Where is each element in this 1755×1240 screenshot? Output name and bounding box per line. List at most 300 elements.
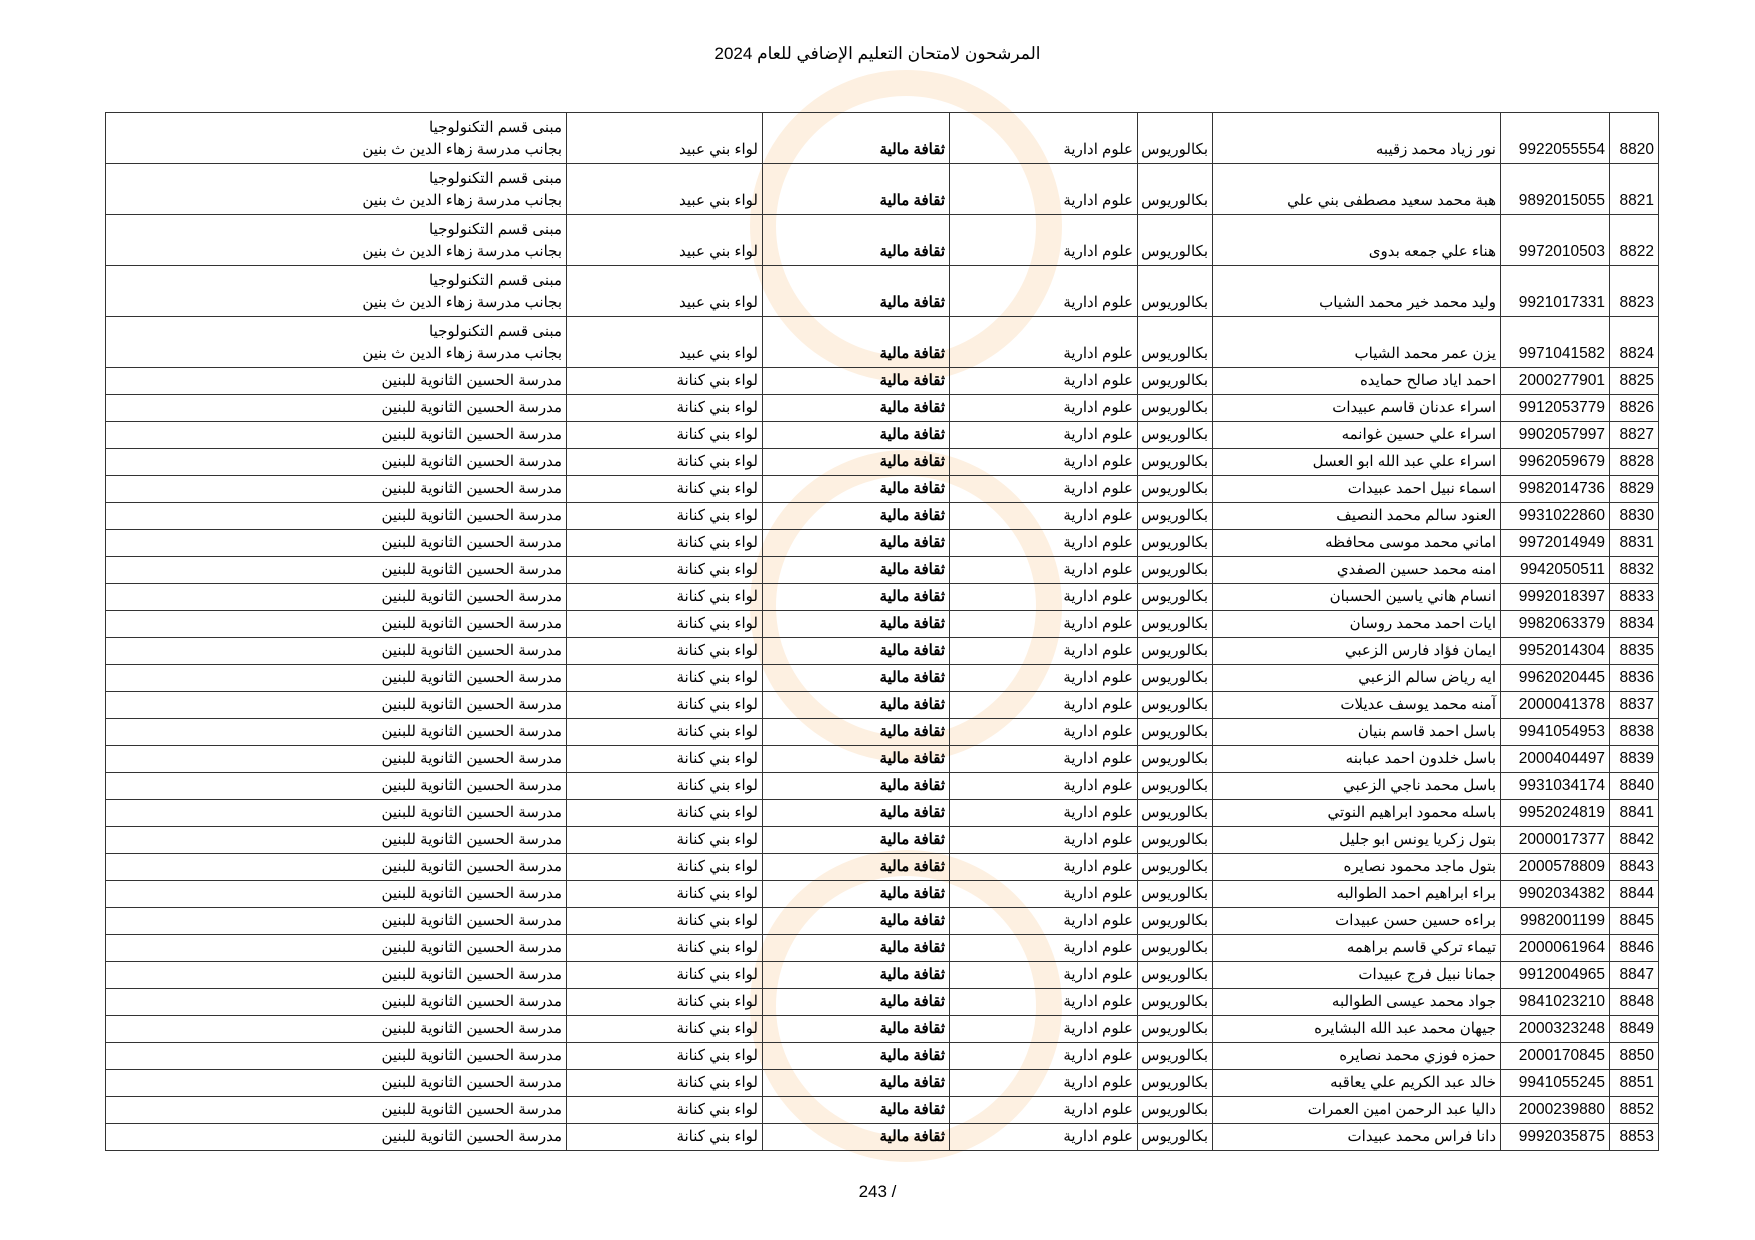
exam-subject-cell: ثقافة مالية — [763, 638, 950, 665]
candidate-name-cell: حمزه فوزي محمد نصايره — [1213, 1043, 1501, 1070]
exam-location-cell — [106, 908, 567, 935]
exam-location-cell — [106, 611, 567, 638]
exam-location-cell — [106, 164, 567, 215]
table-row — [106, 692, 1659, 719]
table-row — [106, 215, 1659, 266]
candidate-name-cell: وليد محمد خير محمد الشياب — [1213, 266, 1501, 317]
page-title: المرشحون لامتحان التعليم الإضافي للعام 2024 — [714, 44, 1041, 63]
national-id-cell: 2000323248 — [1501, 1016, 1610, 1043]
specialization-cell: علوم ادارية — [950, 422, 1138, 449]
exam-subject-cell: ثقافة مالية — [763, 989, 950, 1016]
specialization-cell: علوم ادارية — [950, 638, 1138, 665]
table-row — [106, 854, 1659, 881]
exam-location-line: مدرسة الحسين الثانوية للبنين — [381, 831, 562, 848]
national-id-cell: 9972014949 — [1501, 530, 1610, 557]
exam-location-line: مدرسة الحسين الثانوية للبنين — [381, 1101, 562, 1118]
exam-location-line: مبنى قسم التكنولوجيا — [429, 119, 562, 136]
degree-cell: بكالوريوس — [1138, 611, 1213, 638]
table-row — [106, 476, 1659, 503]
exam-subject-cell: ثقافة مالية — [763, 395, 950, 422]
exam-location-line: مدرسة الحسين الثانوية للبنين — [381, 669, 562, 686]
national-id-cell: 9982063379 — [1501, 611, 1610, 638]
exam-location-cell — [106, 1097, 567, 1124]
specialization-cell: علوم ادارية — [950, 503, 1138, 530]
degree-cell: بكالوريوس — [1138, 827, 1213, 854]
exam-location-line: مبنى قسم التكنولوجيا — [429, 272, 562, 289]
table-row — [106, 422, 1659, 449]
national-id-cell: 2000041378 — [1501, 692, 1610, 719]
row-number-cell: 8821 — [1610, 164, 1659, 215]
exam-location-line: مدرسة الحسين الثانوية للبنين — [381, 912, 562, 929]
exam-location-line: مدرسة الحسين الثانوية للبنين — [381, 777, 562, 794]
exam-location-cell — [106, 266, 567, 317]
table-row — [106, 719, 1659, 746]
exam-location-line: مدرسة الحسين الثانوية للبنين — [381, 534, 562, 551]
table-row — [106, 1124, 1659, 1151]
degree-cell: بكالوريوس — [1138, 449, 1213, 476]
table-row — [106, 266, 1659, 317]
specialization-cell: علوم ادارية — [950, 530, 1138, 557]
candidate-name-cell: ايه رياض سالم الزعبي — [1213, 665, 1501, 692]
specialization-cell: علوم ادارية — [950, 215, 1138, 266]
specialization-cell: علوم ادارية — [950, 1124, 1138, 1151]
exam-subject-cell: ثقافة مالية — [763, 773, 950, 800]
specialization-cell: علوم ادارية — [950, 773, 1138, 800]
exam-location-line: مدرسة الحسين الثانوية للبنين — [381, 399, 562, 416]
specialization-cell: علوم ادارية — [950, 395, 1138, 422]
exam-location-cell — [106, 962, 567, 989]
candidate-name-cell: باسله محمود ابراهيم النوتي — [1213, 800, 1501, 827]
degree-cell: بكالوريوس — [1138, 692, 1213, 719]
exam-subject-cell: ثقافة مالية — [763, 503, 950, 530]
degree-cell: بكالوريوس — [1138, 476, 1213, 503]
candidate-name-cell: براء ابراهيم احمد الطوالبه — [1213, 881, 1501, 908]
district-cell: لواء بني كنانة — [567, 395, 763, 422]
row-number-cell: 8850 — [1610, 1043, 1659, 1070]
degree-cell: بكالوريوس — [1138, 317, 1213, 368]
row-number-cell: 8844 — [1610, 881, 1659, 908]
exam-subject-cell: ثقافة مالية — [763, 557, 950, 584]
exam-location-line: مبنى قسم التكنولوجيا — [429, 323, 562, 340]
candidate-name-cell: باسل محمد ناجي الزعبي — [1213, 773, 1501, 800]
national-id-cell: 9841023210 — [1501, 989, 1610, 1016]
national-id-cell: 9971041582 — [1501, 317, 1610, 368]
exam-subject-cell: ثقافة مالية — [763, 827, 950, 854]
national-id-cell: 2000404497 — [1501, 746, 1610, 773]
exam-location-line: مدرسة الحسين الثانوية للبنين — [381, 480, 562, 497]
district-cell: لواء بني كنانة — [567, 935, 763, 962]
national-id-cell: 9972010503 — [1501, 215, 1610, 266]
exam-location-line: مدرسة الحسين الثانوية للبنين — [381, 993, 562, 1010]
exam-location-line: بجانب مدرسة زهاء الدين ث بنين — [362, 243, 562, 260]
table-row — [106, 665, 1659, 692]
row-number-cell: 8846 — [1610, 935, 1659, 962]
row-number-cell: 8833 — [1610, 584, 1659, 611]
district-cell: لواء بني كنانة — [567, 746, 763, 773]
table-row — [106, 611, 1659, 638]
exam-subject-cell: ثقافة مالية — [763, 692, 950, 719]
district-cell: لواء بني عبيد — [567, 266, 763, 317]
candidate-name-cell: آمنه محمد يوسف عديلات — [1213, 692, 1501, 719]
specialization-cell: علوم ادارية — [950, 1016, 1138, 1043]
national-id-cell: 9931034174 — [1501, 773, 1610, 800]
district-cell: لواء بني كنانة — [567, 422, 763, 449]
degree-cell: بكالوريوس — [1138, 113, 1213, 164]
row-number-cell: 8827 — [1610, 422, 1659, 449]
candidate-name-cell: جواد محمد عيسى الطوالبه — [1213, 989, 1501, 1016]
exam-subject-cell: ثقافة مالية — [763, 962, 950, 989]
exam-location-cell — [106, 215, 567, 266]
degree-cell: بكالوريوس — [1138, 989, 1213, 1016]
specialization-cell: علوم ادارية — [950, 476, 1138, 503]
specialization-cell: علوم ادارية — [950, 164, 1138, 215]
degree-cell: بكالوريوس — [1138, 908, 1213, 935]
degree-cell: بكالوريوس — [1138, 530, 1213, 557]
degree-cell: بكالوريوس — [1138, 266, 1213, 317]
degree-cell: بكالوريوس — [1138, 422, 1213, 449]
degree-cell: بكالوريوس — [1138, 164, 1213, 215]
national-id-cell: 2000017377 — [1501, 827, 1610, 854]
exam-subject-cell: ثقافة مالية — [763, 935, 950, 962]
exam-subject-cell: ثقافة مالية — [763, 113, 950, 164]
exam-location-line: مدرسة الحسين الثانوية للبنين — [381, 885, 562, 902]
exam-location-line: مدرسة الحسين الثانوية للبنين — [381, 966, 562, 983]
exam-location-cell — [106, 800, 567, 827]
degree-cell: بكالوريوس — [1138, 638, 1213, 665]
specialization-cell: علوم ادارية — [950, 935, 1138, 962]
candidate-name-cell: انسام هاني ياسين الحسبان — [1213, 584, 1501, 611]
page-number: 243 / — [858, 1182, 897, 1201]
row-number-cell: 8848 — [1610, 989, 1659, 1016]
table-row — [106, 113, 1659, 164]
exam-location-line: بجانب مدرسة زهاء الدين ث بنين — [362, 294, 562, 311]
row-number-cell: 8839 — [1610, 746, 1659, 773]
national-id-cell: 2000061964 — [1501, 935, 1610, 962]
national-id-cell: 2000578809 — [1501, 854, 1610, 881]
exam-location-line: مدرسة الحسين الثانوية للبنين — [381, 372, 562, 389]
specialization-cell: علوم ادارية — [950, 881, 1138, 908]
degree-cell: بكالوريوس — [1138, 557, 1213, 584]
exam-location-cell — [106, 584, 567, 611]
exam-subject-cell: ثقافة مالية — [763, 854, 950, 881]
district-cell: لواء بني كنانة — [567, 854, 763, 881]
table-row — [106, 395, 1659, 422]
candidate-name-cell: براءه حسين حسن عبيدات — [1213, 908, 1501, 935]
exam-location-cell — [106, 422, 567, 449]
candidate-name-cell: بتول زكريا يونس ابو جليل — [1213, 827, 1501, 854]
exam-location-cell — [106, 395, 567, 422]
exam-location-cell — [106, 665, 567, 692]
national-id-cell: 9902057997 — [1501, 422, 1610, 449]
candidate-name-cell: تيماء تركي قاسم براهمه — [1213, 935, 1501, 962]
district-cell: لواء بني كنانة — [567, 1124, 763, 1151]
table-row — [106, 503, 1659, 530]
exam-location-cell — [106, 881, 567, 908]
degree-cell: بكالوريوس — [1138, 215, 1213, 266]
exam-location-cell — [106, 746, 567, 773]
specialization-cell: علوم ادارية — [950, 584, 1138, 611]
specialization-cell: علوم ادارية — [950, 746, 1138, 773]
specialization-cell: علوم ادارية — [950, 665, 1138, 692]
exam-location-line: مدرسة الحسين الثانوية للبنين — [381, 804, 562, 821]
district-cell: لواء بني كنانة — [567, 908, 763, 935]
exam-location-line: مدرسة الحسين الثانوية للبنين — [381, 615, 562, 632]
table-row — [106, 827, 1659, 854]
candidate-name-cell: باسل احمد قاسم بنيان — [1213, 719, 1501, 746]
exam-location-cell — [106, 719, 567, 746]
row-number-cell: 8836 — [1610, 665, 1659, 692]
national-id-cell: 9931022860 — [1501, 503, 1610, 530]
district-cell: لواء بني كنانة — [567, 800, 763, 827]
district-cell: لواء بني عبيد — [567, 164, 763, 215]
row-number-cell: 8838 — [1610, 719, 1659, 746]
specialization-cell: علوم ادارية — [950, 692, 1138, 719]
table-row — [106, 989, 1659, 1016]
degree-cell: بكالوريوس — [1138, 368, 1213, 395]
national-id-cell: 9921017331 — [1501, 266, 1610, 317]
table-row — [106, 1043, 1659, 1070]
row-number-cell: 8832 — [1610, 557, 1659, 584]
table-row — [106, 530, 1659, 557]
national-id-cell: 9952024819 — [1501, 800, 1610, 827]
table-row — [106, 164, 1659, 215]
exam-location-line: مدرسة الحسين الثانوية للبنين — [381, 723, 562, 740]
exam-location-cell — [106, 1016, 567, 1043]
district-cell: لواء بني كنانة — [567, 611, 763, 638]
exam-location-cell — [106, 449, 567, 476]
row-number-cell: 8849 — [1610, 1016, 1659, 1043]
specialization-cell: علوم ادارية — [950, 449, 1138, 476]
candidate-name-cell: اماني محمد موسى محافظه — [1213, 530, 1501, 557]
district-cell: لواء بني كنانة — [567, 827, 763, 854]
specialization-cell: علوم ادارية — [950, 317, 1138, 368]
candidate-name-cell: يزن عمر محمد الشياب — [1213, 317, 1501, 368]
district-cell: لواء بني كنانة — [567, 1043, 763, 1070]
exam-location-line: مدرسة الحسين الثانوية للبنين — [381, 939, 562, 956]
national-id-cell: 9942050511 — [1501, 557, 1610, 584]
district-cell: لواء بني كنانة — [567, 584, 763, 611]
row-number-cell: 8826 — [1610, 395, 1659, 422]
row-number-cell: 8822 — [1610, 215, 1659, 266]
degree-cell: بكالوريوس — [1138, 1043, 1213, 1070]
row-number-cell: 8852 — [1610, 1097, 1659, 1124]
degree-cell: بكالوريوس — [1138, 1097, 1213, 1124]
degree-cell: بكالوريوس — [1138, 719, 1213, 746]
exam-location-line: مدرسة الحسين الثانوية للبنين — [381, 858, 562, 875]
exam-location-line: مبنى قسم التكنولوجيا — [429, 170, 562, 187]
degree-cell: بكالوريوس — [1138, 503, 1213, 530]
exam-subject-cell: ثقافة مالية — [763, 665, 950, 692]
specialization-cell: علوم ادارية — [950, 827, 1138, 854]
candidate-name-cell: هبة محمد سعيد مصطفى بني علي — [1213, 164, 1501, 215]
exam-location-cell — [106, 1070, 567, 1097]
exam-location-cell — [106, 638, 567, 665]
exam-location-line: مدرسة الحسين الثانوية للبنين — [381, 1128, 562, 1145]
national-id-cell: 9962020445 — [1501, 665, 1610, 692]
district-cell: لواء بني عبيد — [567, 215, 763, 266]
row-number-cell: 8842 — [1610, 827, 1659, 854]
exam-location-line: مدرسة الحسين الثانوية للبنين — [381, 426, 562, 443]
row-number-cell: 8847 — [1610, 962, 1659, 989]
exam-subject-cell: ثقافة مالية — [763, 215, 950, 266]
exam-location-line: مدرسة الحسين الثانوية للبنين — [381, 1020, 562, 1037]
table-row — [106, 638, 1659, 665]
row-number-cell: 8840 — [1610, 773, 1659, 800]
exam-location-cell — [106, 476, 567, 503]
exam-subject-cell: ثقافة مالية — [763, 800, 950, 827]
exam-subject-cell: ثقافة مالية — [763, 422, 950, 449]
candidate-name-cell: باسل خلدون احمد عبابنه — [1213, 746, 1501, 773]
national-id-cell: 9992035875 — [1501, 1124, 1610, 1151]
row-number-cell: 8823 — [1610, 266, 1659, 317]
district-cell: لواء بني كنانة — [567, 1016, 763, 1043]
candidate-name-cell: دانا فراس محمد عبيدات — [1213, 1124, 1501, 1151]
table-row — [106, 962, 1659, 989]
exam-location-cell — [106, 1124, 567, 1151]
exam-subject-cell: ثقافة مالية — [763, 164, 950, 215]
national-id-cell: 9892015055 — [1501, 164, 1610, 215]
district-cell: لواء بني كنانة — [567, 449, 763, 476]
table-row — [106, 1097, 1659, 1124]
table-row — [106, 557, 1659, 584]
table-row — [106, 935, 1659, 962]
exam-subject-cell: ثقافة مالية — [763, 746, 950, 773]
district-cell: لواء بني عبيد — [567, 113, 763, 164]
degree-cell: بكالوريوس — [1138, 935, 1213, 962]
row-number-cell: 8831 — [1610, 530, 1659, 557]
degree-cell: بكالوريوس — [1138, 854, 1213, 881]
district-cell: لواء بني كنانة — [567, 476, 763, 503]
exam-subject-cell: ثقافة مالية — [763, 476, 950, 503]
exam-location-line: مدرسة الحسين الثانوية للبنين — [381, 696, 562, 713]
degree-cell: بكالوريوس — [1138, 1124, 1213, 1151]
candidate-name-cell: اسراء علي حسين غوانمه — [1213, 422, 1501, 449]
specialization-cell: علوم ادارية — [950, 962, 1138, 989]
district-cell: لواء بني كنانة — [567, 719, 763, 746]
exam-location-line: بجانب مدرسة زهاء الدين ث بنين — [362, 141, 562, 158]
national-id-cell: 9941054953 — [1501, 719, 1610, 746]
degree-cell: بكالوريوس — [1138, 584, 1213, 611]
exam-subject-cell: ثقافة مالية — [763, 1043, 950, 1070]
table-row — [106, 1070, 1659, 1097]
exam-subject-cell: ثقافة مالية — [763, 611, 950, 638]
table-row — [106, 368, 1659, 395]
exam-subject-cell: ثقافة مالية — [763, 719, 950, 746]
exam-location-cell — [106, 557, 567, 584]
exam-location-cell — [106, 317, 567, 368]
specialization-cell: علوم ادارية — [950, 1070, 1138, 1097]
exam-subject-cell: ثقافة مالية — [763, 317, 950, 368]
degree-cell: بكالوريوس — [1138, 1070, 1213, 1097]
row-number-cell: 8830 — [1610, 503, 1659, 530]
exam-subject-cell: ثقافة مالية — [763, 1097, 950, 1124]
candidate-name-cell: بتول ماجد محمود نصايره — [1213, 854, 1501, 881]
candidates-table — [105, 112, 1659, 1151]
candidate-name-cell: هناء علي جمعه بدوى — [1213, 215, 1501, 266]
exam-location-line: مدرسة الحسين الثانوية للبنين — [381, 1074, 562, 1091]
row-number-cell: 8828 — [1610, 449, 1659, 476]
candidate-name-cell: نور زياد محمد زقيبه — [1213, 113, 1501, 164]
candidate-name-cell: اسراء علي عبد الله ابو العسل — [1213, 449, 1501, 476]
district-cell: لواء بني كنانة — [567, 638, 763, 665]
candidate-name-cell: جمانا نبيل فرج عبيدات — [1213, 962, 1501, 989]
exam-location-cell — [106, 1043, 567, 1070]
exam-location-cell — [106, 773, 567, 800]
candidate-name-cell: ايمان فؤاد فارس الزعبي — [1213, 638, 1501, 665]
exam-location-cell — [106, 503, 567, 530]
exam-location-cell — [106, 989, 567, 1016]
exam-location-cell — [106, 530, 567, 557]
exam-subject-cell: ثقافة مالية — [763, 1016, 950, 1043]
exam-location-line: مدرسة الحسين الثانوية للبنين — [381, 642, 562, 659]
district-cell: لواء بني عبيد — [567, 317, 763, 368]
national-id-cell: 9912004965 — [1501, 962, 1610, 989]
exam-subject-cell: ثقافة مالية — [763, 449, 950, 476]
table-row — [106, 800, 1659, 827]
district-cell: لواء بني كنانة — [567, 503, 763, 530]
row-number-cell: 8835 — [1610, 638, 1659, 665]
table-row — [106, 881, 1659, 908]
candidate-name-cell: اسراء عدنان قاسم عبيدات — [1213, 395, 1501, 422]
row-number-cell: 8843 — [1610, 854, 1659, 881]
row-number-cell: 8825 — [1610, 368, 1659, 395]
exam-subject-cell: ثقافة مالية — [763, 1124, 950, 1151]
table-row — [106, 1016, 1659, 1043]
exam-subject-cell: ثقافة مالية — [763, 584, 950, 611]
exam-subject-cell: ثقافة مالية — [763, 1070, 950, 1097]
table-row — [106, 908, 1659, 935]
specialization-cell: علوم ادارية — [950, 1043, 1138, 1070]
district-cell: لواء بني كنانة — [567, 1070, 763, 1097]
specialization-cell: علوم ادارية — [950, 854, 1138, 881]
row-number-cell: 8841 — [1610, 800, 1659, 827]
exam-location-cell — [106, 935, 567, 962]
candidate-name-cell: جيهان محمد عبد الله البشايره — [1213, 1016, 1501, 1043]
degree-cell: بكالوريوس — [1138, 665, 1213, 692]
district-cell: لواء بني كنانة — [567, 1097, 763, 1124]
specialization-cell: علوم ادارية — [950, 800, 1138, 827]
specialization-cell: علوم ادارية — [950, 266, 1138, 317]
exam-location-cell — [106, 692, 567, 719]
exam-subject-cell: ثقافة مالية — [763, 368, 950, 395]
exam-subject-cell: ثقافة مالية — [763, 908, 950, 935]
row-number-cell: 8851 — [1610, 1070, 1659, 1097]
degree-cell: بكالوريوس — [1138, 800, 1213, 827]
candidate-name-cell: احمد اياد صالح حمايده — [1213, 368, 1501, 395]
national-id-cell: 9941055245 — [1501, 1070, 1610, 1097]
specialization-cell: علوم ادارية — [950, 368, 1138, 395]
district-cell: لواء بني كنانة — [567, 692, 763, 719]
national-id-cell: 9992018397 — [1501, 584, 1610, 611]
exam-location-line: بجانب مدرسة زهاء الدين ث بنين — [362, 192, 562, 209]
exam-location-line: مدرسة الحسين الثانوية للبنين — [381, 750, 562, 767]
district-cell: لواء بني كنانة — [567, 773, 763, 800]
specialization-cell: علوم ادارية — [950, 611, 1138, 638]
district-cell: لواء بني كنانة — [567, 530, 763, 557]
degree-cell: بكالوريوس — [1138, 1016, 1213, 1043]
national-id-cell: 9952014304 — [1501, 638, 1610, 665]
specialization-cell: علوم ادارية — [950, 113, 1138, 164]
degree-cell: بكالوريوس — [1138, 773, 1213, 800]
candidate-name-cell: داليا عبد الرحمن امين العمرات — [1213, 1097, 1501, 1124]
specialization-cell: علوم ادارية — [950, 1097, 1138, 1124]
exam-subject-cell: ثقافة مالية — [763, 881, 950, 908]
district-cell: لواء بني كنانة — [567, 665, 763, 692]
specialization-cell: علوم ادارية — [950, 908, 1138, 935]
exam-location-cell — [106, 368, 567, 395]
national-id-cell: 2000239880 — [1501, 1097, 1610, 1124]
candidate-name-cell: العنود سالم محمد النصيف — [1213, 503, 1501, 530]
